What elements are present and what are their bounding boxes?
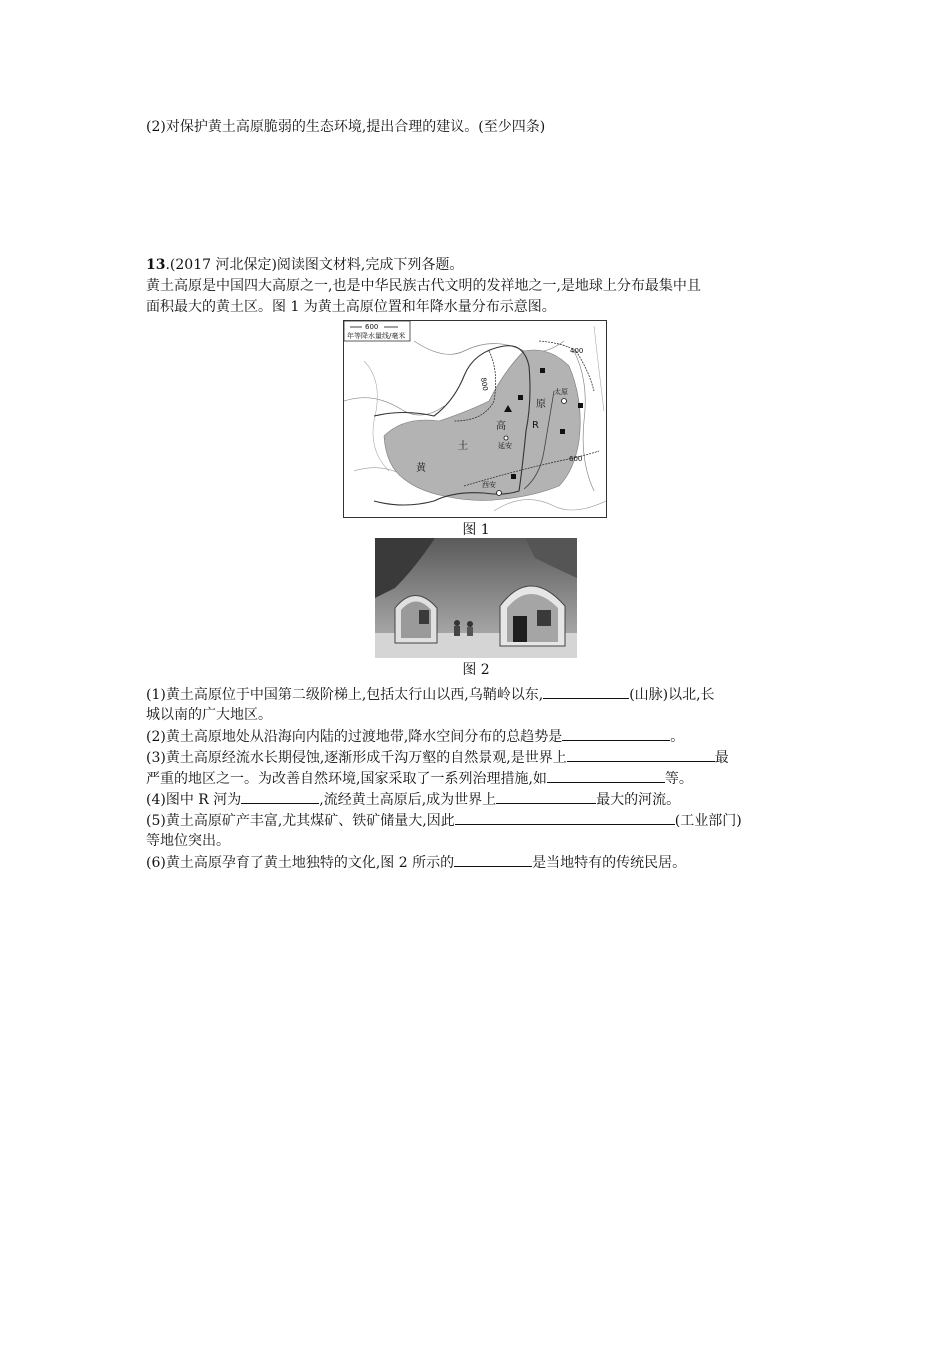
- region-char-gao: 高: [496, 421, 506, 432]
- region-char-huang: 黄: [416, 463, 426, 474]
- figure-1-caption: 图 1: [462, 522, 490, 538]
- region-char-yuan: 原: [536, 399, 546, 410]
- question-13-header: [146, 255, 463, 275]
- sub-question-5-cont: 等地位突出。: [146, 833, 230, 849]
- answer-blank-3b[interactable]: [547, 768, 665, 783]
- cave-dwelling-photo: [375, 538, 577, 658]
- loess-plateau-map: [343, 320, 607, 518]
- isoline-label-400: 400: [570, 347, 584, 355]
- city-xian: 西安: [482, 481, 496, 489]
- answer-blank-3a[interactable]: [567, 747, 715, 762]
- mine-marker: [560, 429, 565, 434]
- question-12-part-2: (2)对保护黄土高原脆弱的生态环境,提出合理的建议。(至少四条): [146, 119, 546, 135]
- answer-blank-1[interactable]: [543, 684, 629, 699]
- answer-blank-2[interactable]: [562, 726, 670, 741]
- intro-text-line-2: 面积最大的黄土区。图 1 为黄土高原位置和年降水量分布示意图。: [146, 299, 556, 315]
- taiyuan-marker: [562, 399, 567, 404]
- sub-question-1: (1)黄土高原位于中国第二级阶梯上,包括太行山以西,乌鞘岭以东, (山脉)以北,长: [146, 684, 715, 705]
- sub-question-3-cont: 严重的地区之一。为改善自然环境,国家采取了一系列治理措施,如 等。: [146, 768, 693, 789]
- intro-text-line-1: 黄土高原是中国四大高原之一,也是中华民族古代文明的发祥地之一,是地球上分布最集中且: [146, 278, 701, 294]
- sub-question-4: (4)图中 R 河为 ,流经黄土高原后,成为世界上 最大的河流。: [146, 789, 680, 810]
- xian-marker: [497, 491, 502, 496]
- answer-blank-4a[interactable]: [241, 789, 319, 804]
- sub-question-2: (2)黄土高原地处从沿海向内陆的过渡地带,降水空间分布的总趋势是 。: [146, 726, 684, 747]
- sub-question-1-cont: 城以南的广大地区。: [146, 707, 272, 723]
- sub-question-3: (3)黄土高原经流水长期侵蚀,逐渐形成千沟万壑的自然景观,是世界上 最: [146, 747, 729, 768]
- isoline-label-800: 800: [479, 376, 490, 392]
- mine-marker: [518, 395, 523, 400]
- mine-marker: [511, 474, 516, 479]
- isoline-label-600: 600: [569, 455, 583, 463]
- river-label-r: R: [532, 420, 539, 431]
- question-source: .(2017 河北保定)阅读图文材料,完成下列各题。: [165, 257, 464, 273]
- mine-marker: [540, 368, 545, 373]
- sub-question-5: (5)黄土高原矿产丰富,尤其煤矿、铁矿储量大,因此 (工业部门): [146, 810, 742, 831]
- city-yanan: 延安: [498, 442, 512, 450]
- sub-question-6: (6)黄土高原孕育了黄土地独特的文化,图 2 所示的 是当地特有的传统民居。: [146, 852, 686, 873]
- legend-value: 600: [365, 323, 379, 331]
- answer-blank-4b[interactable]: [496, 789, 596, 804]
- legend-text: 年等降水量线/毫米: [347, 332, 406, 340]
- region-char-tu: 土: [458, 441, 468, 452]
- answer-blank-6[interactable]: [454, 852, 532, 867]
- figure-2-caption: 图 2: [462, 662, 490, 678]
- mine-marker: [578, 403, 583, 408]
- question-number: 13: [146, 257, 166, 273]
- city-taiyuan: 太原: [554, 388, 568, 396]
- answer-blank-5[interactable]: [455, 810, 675, 825]
- yanan-marker: [504, 436, 508, 440]
